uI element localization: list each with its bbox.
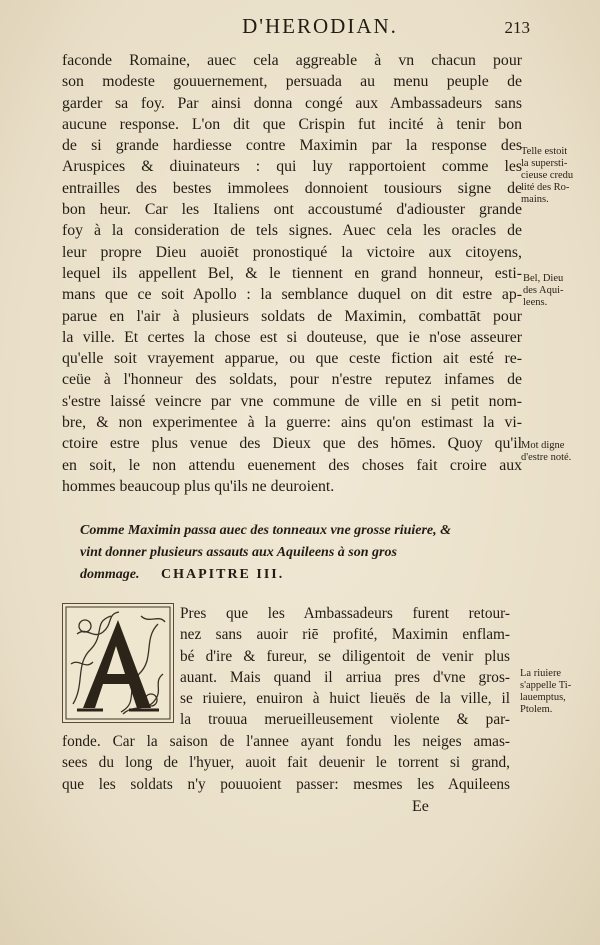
text-line: ctoire estre plus venue des Dieux que des hōmes. Quoy qu'il	[62, 435, 522, 453]
margin-note-line: mains.	[521, 194, 549, 205]
text-line: qu'elle soit vrayement apparue, ou que ceste fiction ait esté re-	[62, 350, 522, 368]
text-line: hommes beaucoup plus qu'ils ne deuroient.	[62, 477, 335, 495]
chapter-number: CHAPITRE III.	[161, 567, 285, 582]
margin-note-line: La riuiere	[520, 668, 562, 679]
margin-note	[521, 146, 573, 206]
margin-note-line: des Aqui-	[523, 285, 564, 296]
margin-note-line: Bel, Dieu	[523, 273, 564, 284]
text-line: sees du long de l'hyuer, auoit fait deuenir le torrent si grand,	[62, 754, 510, 772]
page-number: 213	[504, 18, 530, 37]
text-line: la trouua merueilleusement violente & par-	[180, 711, 510, 729]
text-line: mans que ce soit Apollo : la semblance duquel on dit estre ap-	[62, 286, 522, 304]
page-header	[60, 14, 530, 44]
text-line: ceüe à l'honneur des soldats, pour n'estre reputez infames de	[62, 371, 522, 389]
margin-note-line: Ptolem.	[520, 704, 553, 715]
text-line: foy à la consideration de tels signes. Auec cela les oracles de	[62, 222, 522, 240]
chapter-opening-text	[180, 603, 510, 731]
text-line: fonde. Car la saison de l'annee ayant fondu les neiges amas-	[62, 733, 510, 750]
chapter-continuation-text	[62, 731, 510, 795]
text-line: nez sans auoir riē profité, Maximin enflam-	[180, 626, 510, 644]
text-line: bre, & non experimentee à la guerre: ains qu'on estimast la vi-	[62, 414, 522, 432]
text-line: bé d'ire & fureur, se diligentoit de venir plus	[180, 647, 510, 665]
margin-note-line: lité des Ro-	[521, 182, 570, 193]
text-line: s'estre laissé veincre par vne commune de ville en si petit nom-	[62, 392, 522, 410]
text-line: parue en l'air à plusieurs soldats de Maximin, combattāt pour	[62, 307, 522, 325]
text-line: de si grande hardiesse contre Maximin par la response des	[62, 137, 522, 155]
text-line: son modeste gouuernement, persuada au menu peuple de	[62, 73, 522, 91]
ornamental-letter-a-icon	[63, 604, 173, 722]
text-line: garder sa foy. Par ainsi donna congé aux Ambassadeurs sans	[62, 94, 522, 112]
margin-note-line: lauemptus,	[520, 692, 566, 703]
text-line: entrailles des bestes immolees donnoient tousiours signe de	[62, 179, 522, 197]
margin-note-line: d'estre noté.	[521, 452, 572, 463]
margin-note-line: Telle estoit	[521, 146, 568, 157]
text-line: lequel ils appellent Bel, & le tiennent en grand honneur, esti-	[62, 264, 522, 282]
margin-note	[523, 273, 564, 309]
text-line: Pres que les Ambassadeurs furent retour-	[180, 605, 510, 622]
text-line: en soit, le non attendu euenement des choses fait croire aux	[62, 456, 522, 474]
text-line: bon heur. Car les Italiens ont accoustumé d'adiouster grande	[62, 201, 522, 219]
decorated-initial	[62, 603, 174, 723]
text-line: auant. Mais quand il arriua pres d'vne gros-	[180, 668, 510, 686]
text-line: aucune response. L'on dit que Crispin fut incité à tenir bon	[62, 115, 522, 133]
main-text	[62, 50, 522, 497]
chapter-heading-line: Comme Maximin passa auec des tonneaux vne grosse riuiere, &	[80, 523, 452, 538]
running-title: D'HERODIAN.	[242, 14, 398, 38]
chapter-heading	[80, 520, 520, 586]
margin-note-line: leens.	[523, 297, 548, 308]
text-line: la ville. Et certes la chose est si douteuse, que ie n'ose asseurer	[62, 328, 522, 346]
chapter-heading-line: vint donner plusieurs assauts aux Aquileens à son gros	[80, 545, 397, 560]
margin-note-line: s'appelle Ti-	[520, 680, 572, 691]
catchword: Ee	[412, 798, 429, 815]
margin-note	[520, 668, 571, 716]
text-line: que les soldats n'y pouuoient passer: mesmes les Aquileens	[62, 775, 510, 793]
text-line: se riuiere, enuiron à huict lieuës de la ville, il	[180, 690, 510, 708]
text-line: faconde Romaine, auec cela aggreable à vn chacun pour	[62, 52, 522, 69]
margin-note-line: Mot digne	[521, 440, 565, 451]
margin-note-line: cieuse credu	[521, 170, 574, 181]
text-line: Aruspices & diuinateurs : qui luy rapportoient comme les	[62, 158, 522, 176]
margin-note-line: la supersti-	[521, 158, 568, 169]
margin-note	[521, 440, 571, 464]
chapter-heading-line	[80, 564, 520, 586]
text-line: leur propre Dieu auoiēt pronostiqué la victoire aux citoyens,	[62, 243, 522, 261]
chapter-heading-fragment: dommage.	[80, 567, 140, 582]
